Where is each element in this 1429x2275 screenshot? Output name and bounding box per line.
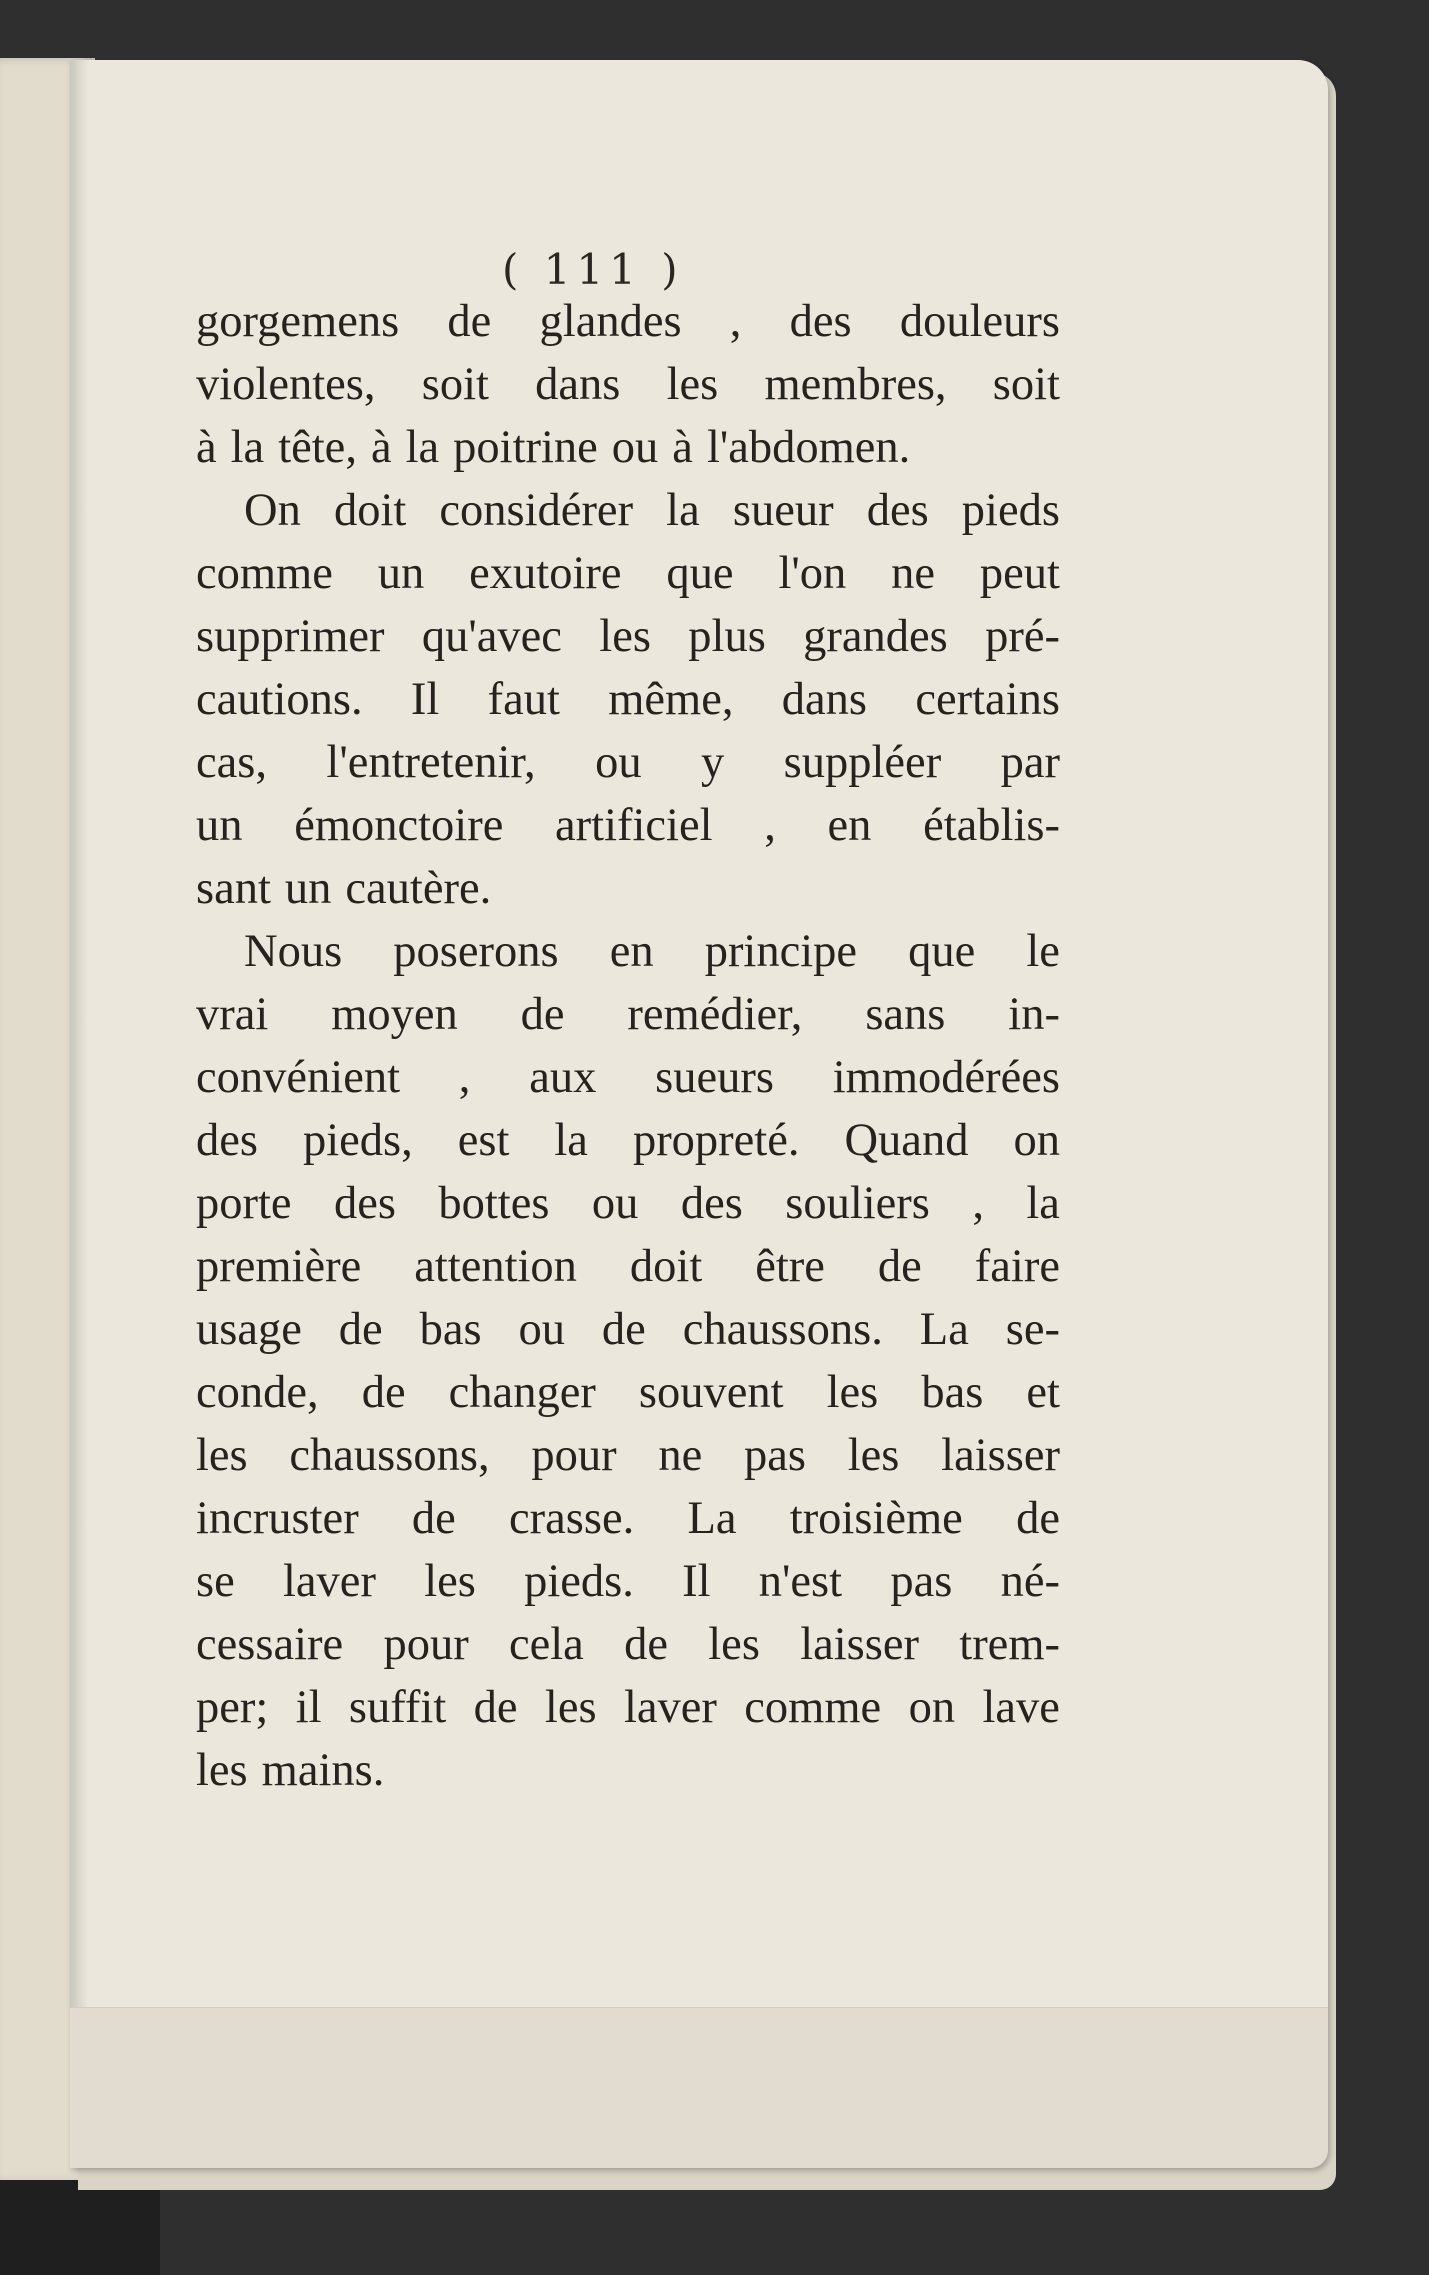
word: en [827, 800, 872, 851]
word: les [826, 1367, 879, 1418]
word: et [1026, 1367, 1060, 1418]
word: poitrine [453, 422, 598, 473]
word: La [919, 1304, 969, 1355]
word: pieds. [524, 1556, 634, 1607]
word: des [789, 296, 852, 347]
text-line [196, 857, 1060, 920]
word: pré- [985, 611, 1060, 662]
word: , [729, 296, 742, 347]
word: ou [518, 1304, 565, 1355]
text-line [196, 1613, 1060, 1676]
text-line [196, 1235, 1060, 1298]
word: sans [865, 989, 946, 1040]
word: n'est [758, 1556, 843, 1607]
word: à [196, 422, 217, 473]
word: de [361, 1367, 406, 1418]
page-number: ( 111 ) [502, 245, 684, 294]
word: on [1013, 1115, 1060, 1166]
word: à [370, 422, 392, 473]
text-line [196, 983, 1060, 1046]
word: on [908, 1682, 956, 1733]
word: en [609, 926, 654, 977]
word: pour [531, 1430, 617, 1481]
word: plus [688, 611, 766, 662]
word: l'entretenir, [326, 737, 536, 788]
word: ou [611, 422, 659, 473]
word: souliers [785, 1178, 930, 1229]
text-line [196, 605, 1060, 668]
word: l'on [778, 548, 847, 599]
word: pas [744, 1430, 806, 1481]
word: aux [529, 1052, 597, 1103]
word: pour [383, 1619, 469, 1670]
word: par [1000, 737, 1060, 788]
word: ne [658, 1430, 703, 1481]
word: incruster [196, 1493, 359, 1544]
word: émonctoire [294, 800, 504, 851]
word: soit [421, 359, 489, 410]
word: dans [781, 674, 868, 725]
word: crasse. [509, 1493, 635, 1544]
word: La [687, 1493, 737, 1544]
word: il [295, 1682, 322, 1733]
word: les [544, 1682, 597, 1733]
word: , [764, 800, 776, 851]
word: Quand [844, 1115, 969, 1166]
word: tête, [278, 422, 357, 473]
word: gorgemens [196, 296, 400, 347]
word: in- [1008, 989, 1060, 1040]
word: de [624, 1619, 668, 1670]
page-gutter [70, 60, 88, 2168]
text-line [196, 1676, 1060, 1739]
word: même, [608, 674, 734, 725]
word: vrai [196, 989, 269, 1040]
word: souvent [638, 1367, 784, 1418]
word: faire [974, 1241, 1060, 1292]
word: cessaire [196, 1619, 344, 1670]
word: première [196, 1241, 362, 1292]
word: que [908, 926, 976, 977]
word: des [866, 485, 929, 536]
word: bas [419, 1304, 482, 1355]
word: comme [744, 1682, 882, 1733]
word: la [666, 485, 700, 536]
word: peut [979, 548, 1060, 599]
word: immodérées [832, 1052, 1060, 1103]
word: les [599, 611, 651, 662]
text-line [196, 479, 1060, 542]
text-line [196, 353, 1060, 416]
book-page [70, 60, 1328, 2168]
text-line [196, 290, 1060, 353]
word: remédier, [627, 989, 803, 1040]
word: un [284, 863, 332, 914]
word: poserons [393, 926, 559, 977]
word: laver [283, 1556, 376, 1607]
word: grandes [803, 611, 948, 662]
text-line [196, 416, 1060, 479]
word: de [473, 1682, 518, 1733]
word: être [755, 1241, 825, 1292]
word: membres, [764, 359, 947, 410]
word: Nous [244, 926, 343, 977]
word: supprimer [196, 611, 385, 662]
word: Il [682, 1556, 711, 1607]
binding-shadow [0, 2180, 160, 2275]
word: cas, [196, 737, 267, 788]
word: exutoire [469, 548, 622, 599]
word: les [424, 1556, 476, 1607]
word: ou [595, 737, 642, 788]
word: cela [508, 1619, 584, 1670]
word: bas [921, 1367, 984, 1418]
word: troisième [789, 1493, 963, 1544]
word: les [196, 1745, 248, 1796]
word: les [196, 1430, 248, 1481]
word: pieds [961, 485, 1060, 536]
word: artificiel [555, 800, 713, 851]
word: laisser [941, 1430, 1060, 1481]
word: de [877, 1241, 922, 1292]
word: ne [891, 548, 936, 599]
word: cautère. [345, 863, 492, 914]
word: laver [623, 1682, 717, 1733]
text-line [196, 1046, 1060, 1109]
text-line [196, 1550, 1060, 1613]
word: principe [704, 926, 858, 977]
word: mains. [261, 1745, 385, 1796]
word: changer [448, 1367, 596, 1418]
word: Il [410, 674, 440, 725]
text-line [196, 1298, 1060, 1361]
word: un [377, 548, 425, 599]
word: la [1026, 1178, 1060, 1229]
word: glandes [539, 296, 682, 347]
word: , [458, 1052, 471, 1103]
word: de [601, 1304, 646, 1355]
word: bottes [438, 1178, 550, 1229]
word: certains [915, 674, 1060, 725]
word: usage [196, 1304, 302, 1355]
word: se- [1005, 1304, 1060, 1355]
word: suppléer [783, 737, 942, 788]
word: des [333, 1178, 396, 1229]
text-line [196, 731, 1060, 794]
text-line [196, 1487, 1060, 1550]
text-line [196, 1109, 1060, 1172]
word: soit [992, 359, 1060, 410]
word: les [847, 1430, 900, 1481]
word: pieds, [302, 1115, 413, 1166]
word: le [1026, 926, 1060, 977]
word: violentes, [196, 359, 376, 410]
word: se [196, 1556, 235, 1607]
word: cautions. [196, 674, 363, 725]
word: convénient [196, 1052, 401, 1103]
word: l'abdomen. [706, 422, 911, 473]
word: attention [414, 1241, 577, 1292]
word: chaussons, [289, 1430, 490, 1481]
word: les [708, 1619, 760, 1670]
word: des [680, 1178, 743, 1229]
text-line [196, 1424, 1060, 1487]
word: per; [196, 1682, 269, 1733]
text-line [196, 1172, 1060, 1235]
word: des [196, 1115, 258, 1166]
word: porte [196, 1178, 292, 1229]
word: de [1016, 1493, 1060, 1544]
text-line [196, 668, 1060, 731]
body-text [196, 290, 1060, 1802]
word: y [700, 737, 725, 788]
word: la [554, 1115, 588, 1166]
word: chaussons. [682, 1304, 883, 1355]
word: doit [629, 1241, 703, 1292]
word: de [338, 1304, 383, 1355]
word: la [405, 422, 440, 473]
word: est [457, 1115, 510, 1166]
word: conde, [196, 1367, 319, 1418]
word: considérer [439, 485, 634, 536]
word: à [672, 422, 693, 473]
word: que [666, 548, 734, 599]
word: sueur [732, 485, 834, 536]
text-line [196, 1739, 1060, 1802]
word: comme [196, 548, 333, 599]
word: , [972, 1178, 984, 1229]
word: les [666, 359, 719, 410]
text-line [196, 1361, 1060, 1424]
word: laisser [800, 1619, 919, 1670]
word: établis- [923, 800, 1060, 851]
word: suffit [348, 1682, 447, 1733]
word: un [196, 800, 243, 851]
text-line [196, 794, 1060, 857]
word: ou [591, 1178, 639, 1229]
word: propreté. [632, 1115, 800, 1166]
word: pas [890, 1556, 953, 1607]
text-line [196, 542, 1060, 605]
word: dans [535, 359, 621, 410]
word: de [520, 989, 565, 1040]
text-line [196, 920, 1060, 983]
page-bottom-edge [70, 2007, 1328, 2168]
word: moyen [331, 989, 458, 1040]
word: la [230, 422, 265, 473]
word: On [244, 485, 301, 536]
word: né- [1000, 1556, 1060, 1607]
word: de [411, 1493, 456, 1544]
word: qu'avec [421, 611, 562, 662]
word: faut [487, 674, 560, 725]
word: doit [333, 485, 407, 536]
word: de [447, 296, 492, 347]
word: sueurs [655, 1052, 774, 1103]
word: trem- [959, 1619, 1060, 1670]
word: lave [982, 1682, 1060, 1733]
word: sant [196, 863, 271, 914]
word: douleurs [899, 296, 1060, 347]
